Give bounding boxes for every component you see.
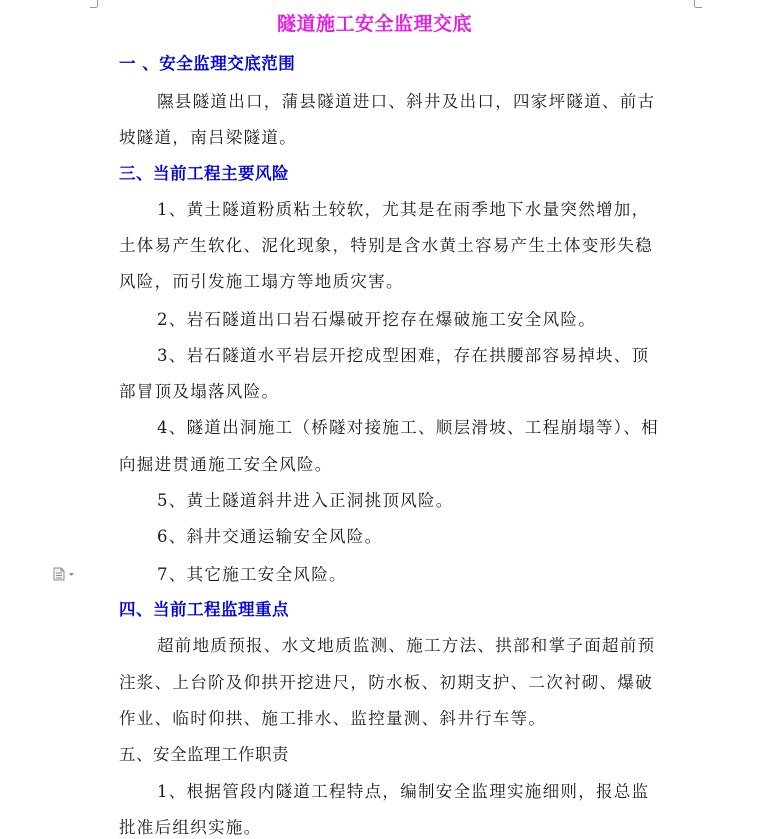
section-heading-scope: 一 、安全监理交底范围 xyxy=(119,54,296,73)
risk-item-5: 5、黄土隧道斜井进入正洞挑顶风险。 xyxy=(157,491,454,510)
risk-item-1-line: 风险，而引发施工塌方等地质灾害。 xyxy=(119,272,404,291)
risk-item-4-line: 向掘进贯通施工安全风险。 xyxy=(119,455,333,474)
risk-item-1: 1、黄土隧道粉质粘土较软，尤其是在雨季地下水量突然增加， xyxy=(157,200,650,219)
paragraph-line: 超前地质预报、水文地质监测、施工方法、拱部和掌子面超前预 xyxy=(157,636,656,655)
paragraph-line: 隰县隧道出口，蒲县隧道进口、斜井及出口，四家坪隧道、前古 xyxy=(157,92,656,111)
risk-item-1-line: 土体易产生软化、泥化现象，特别是含水黄土容易产生土体变形失稳 xyxy=(119,236,653,255)
risk-item-6: 6、斜井交通运输安全风险。 xyxy=(157,527,383,546)
risk-item-2: 2、岩石隧道出口岩石爆破开挖存在爆破施工安全风险。 xyxy=(157,310,596,329)
section-heading-duties: 五、安全监理工作职责 xyxy=(119,745,289,764)
paragraph-line: 坡隧道，南吕梁隧道。 xyxy=(119,128,297,147)
crop-mark-right-h xyxy=(695,7,702,8)
risk-item-4: 4、隧道出洞施工（桥隧对接施工、顺层滑坡、工程崩塌等）、相 xyxy=(157,418,659,437)
risk-item-7: 7、其它施工安全风险。 xyxy=(157,565,347,584)
paste-options-icon[interactable] xyxy=(52,566,76,580)
risk-item-3: 3、岩石隧道水平岩层开挖成型困难，存在拱腰部容易掉块、顶 xyxy=(157,346,650,365)
crop-mark-left-h xyxy=(90,7,97,8)
paragraph-line: 作业、临时仰拱、施工排水、监控量测、斜井行车等。 xyxy=(119,709,547,728)
section-heading-risks: 三、当前工程主要风险 xyxy=(119,164,289,183)
section-heading-focus: 四、当前工程监理重点 xyxy=(119,600,289,619)
crop-mark-left-v xyxy=(97,0,98,7)
document-title: 隧道施工安全监理交底 xyxy=(276,13,472,35)
risk-item-3-line: 部冒顶及塌落风险。 xyxy=(119,382,280,401)
duty-item-1-line: 批准后组织实施。 xyxy=(119,818,262,837)
crop-mark-right-v xyxy=(694,0,695,7)
paragraph-line: 注浆、上台阶及仰拱开挖进尺，防水板、初期支护、二次衬砌、爆破 xyxy=(119,673,653,692)
duty-item-1: 1、根据管段内隧道工程特点，编制安全监理实施细则，报总监 xyxy=(157,782,650,801)
